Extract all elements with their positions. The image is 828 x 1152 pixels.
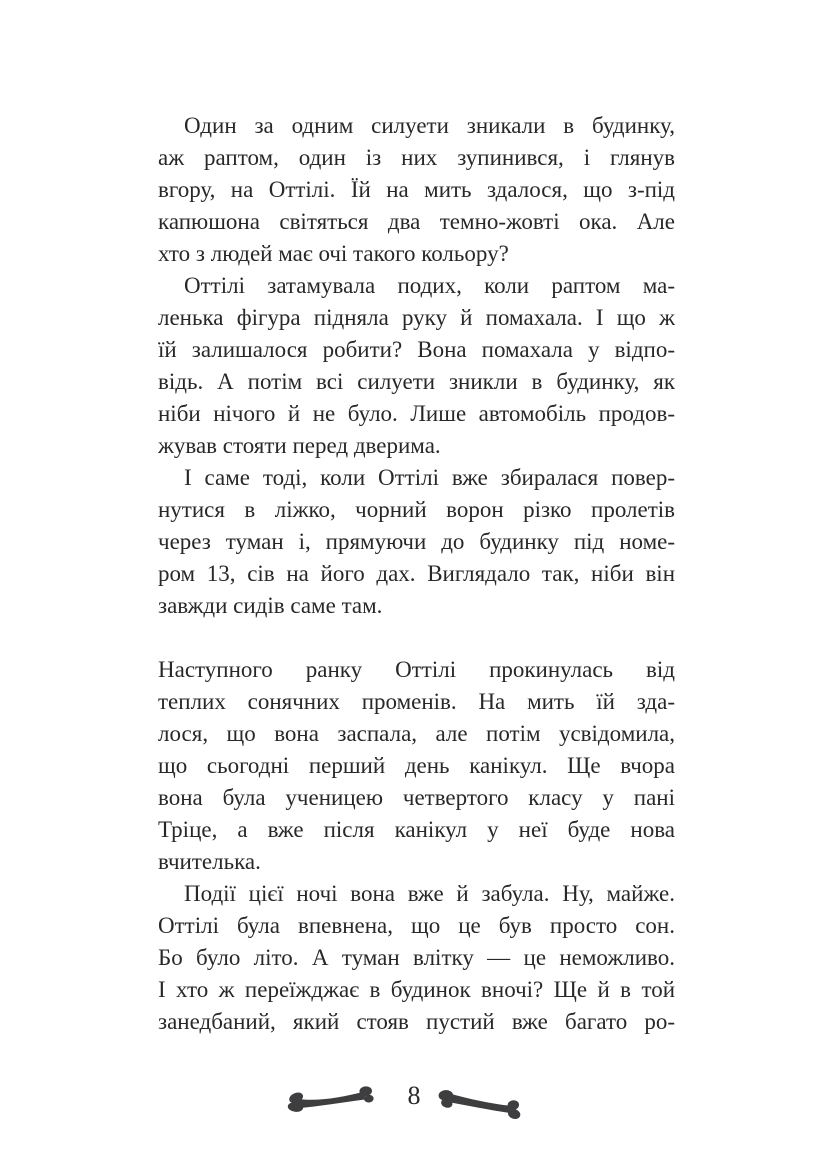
text-line: вчителька. <box>158 849 261 874</box>
text-line: вона була ученицею четвертого класу у пані <box>158 785 675 810</box>
text-line: ніби нічого й не було. Лише автомобіль продов- <box>158 401 675 426</box>
paragraph-2 <box>158 270 675 462</box>
page-number: 8 <box>407 1081 421 1110</box>
text-line: теплих сонячних променів. На мить їй зда- <box>158 689 675 714</box>
text-line: капюшона світяться два темно-жовті ока. Але <box>158 209 675 234</box>
paragraph-5 <box>158 878 675 1038</box>
paragraph-4 <box>158 654 675 878</box>
text-line: нутися в ліжко, чорний ворон різко пролетів <box>158 497 675 522</box>
text-line: І саме тоді, коли Оттілі вже збиралася повер- <box>184 465 675 490</box>
text-line: ленька фігура підняла руку й помахала. І що ж <box>158 305 675 330</box>
page-text <box>158 110 675 1038</box>
text-line: жував стояти перед дверима. <box>158 433 441 458</box>
text-line: вгору, на Оттілі. Їй на мить здалося, що з-під <box>158 177 675 202</box>
text-line: Бо було літо. А туман влітку — це неможливо. <box>158 945 675 970</box>
paragraph-1 <box>158 110 675 270</box>
text-line: Оттілі була впевнена, що це був просто сон. <box>158 913 675 938</box>
paragraph-3 <box>158 462 675 622</box>
text-line: Оттілі затамувала подих, коли раптом ма- <box>184 273 675 298</box>
text-line: ром 13, сів на його дах. Виглядало так, ніби він <box>158 561 675 586</box>
text-line: лося, що вона заспала, але потім усвідомила, <box>158 721 675 746</box>
text-line: занедбаний, який стояв пустий вже багато ро- <box>158 1009 675 1034</box>
text-line: їй залишалося робити? Вона помахала у відпо- <box>158 337 675 362</box>
text-line: І хто ж переїжджає в будинок вночі? Ще й в той <box>158 977 675 1002</box>
text-line: завжди сидів саме там. <box>158 593 383 618</box>
text-line: Тріце, а вже після канікул у неї буде нова <box>158 817 675 842</box>
text-line: хто з людей має очі такого кольору? <box>158 241 509 266</box>
text-line: через туман і, прямуючи до будинку під номе- <box>158 529 675 554</box>
text-line: Події цієї ночі вона вже й забула. Ну, майже. <box>184 881 675 906</box>
text-line: Наступного ранку Оттілі прокинулась від <box>158 657 675 682</box>
text-line: що сьогодні перший день канікул. Ще вчора <box>158 753 675 778</box>
text-line: аж раптом, один із них зупинився, і глянув <box>158 145 675 170</box>
text-line: відь. А потім всі силуети зникли в будинку, як <box>158 369 675 394</box>
page-footer <box>0 1072 828 1132</box>
text-line: Один за одним силуети зникали в будинку, <box>184 113 675 138</box>
